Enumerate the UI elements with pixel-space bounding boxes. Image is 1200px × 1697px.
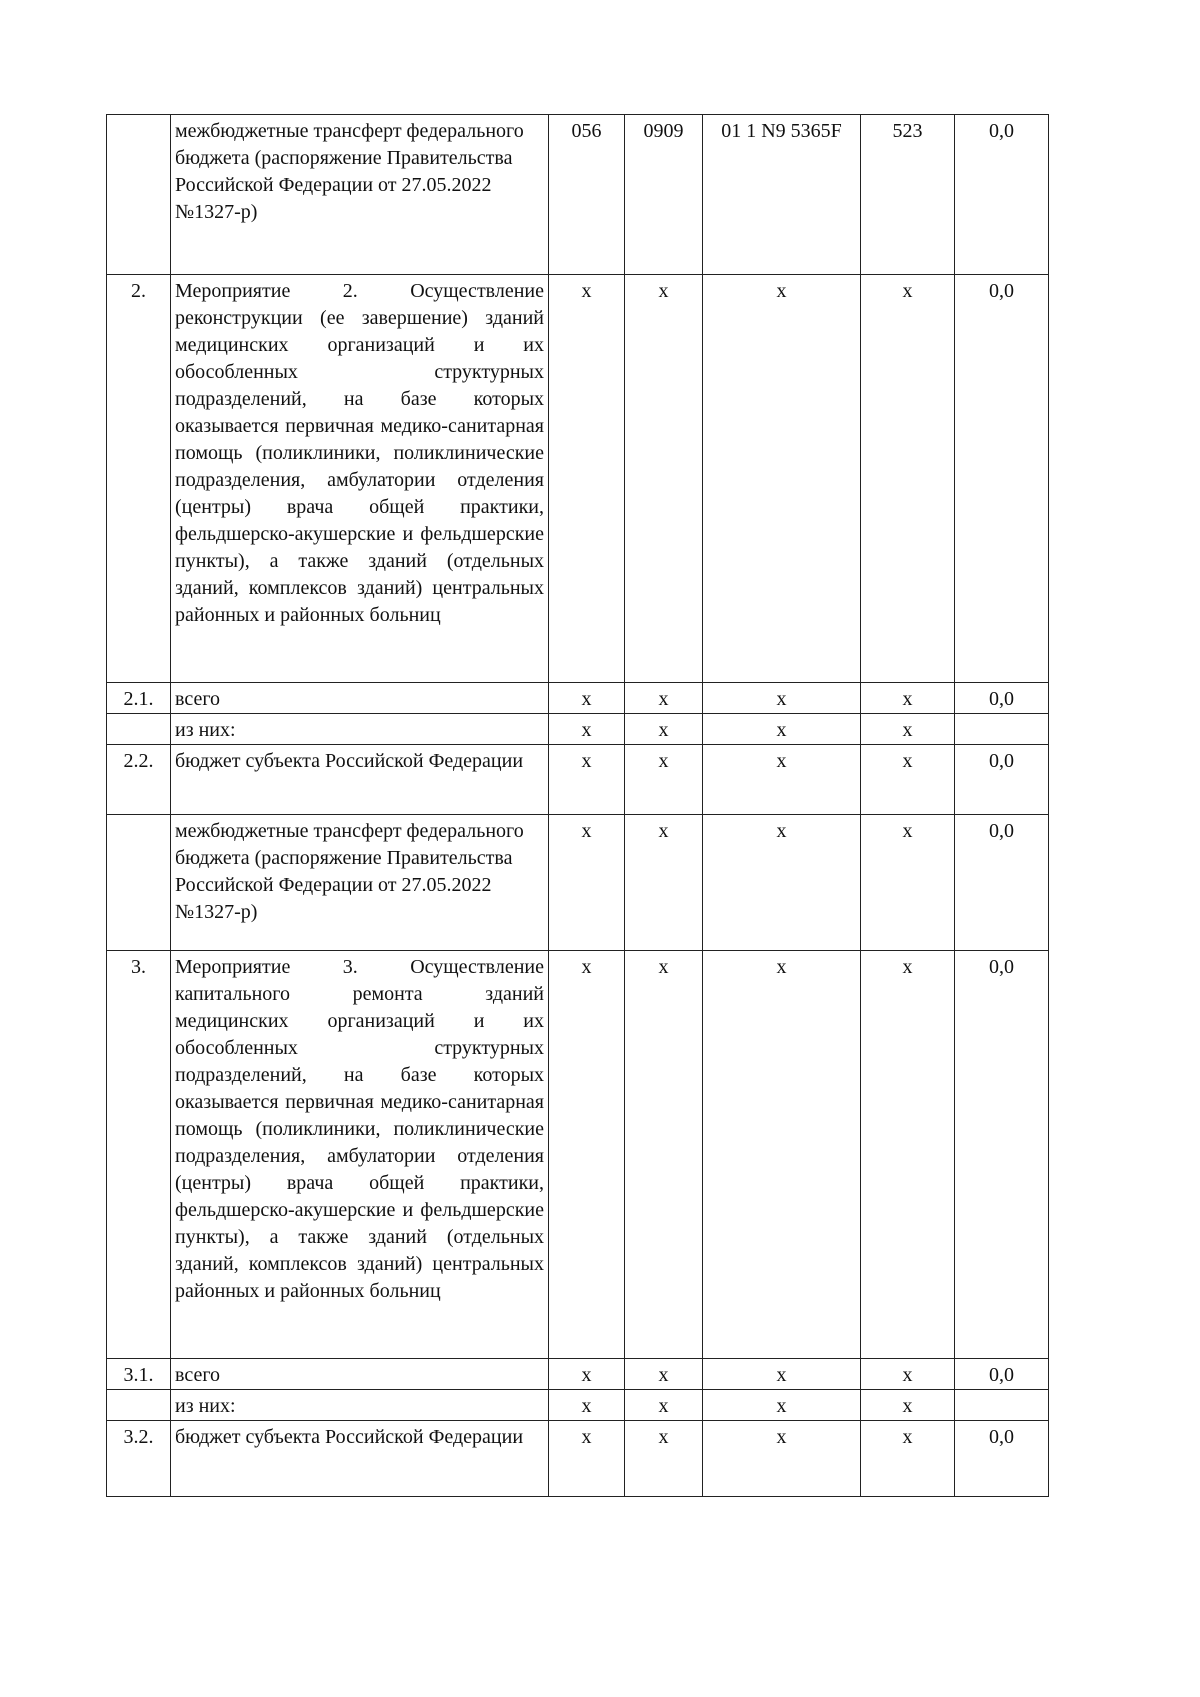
grbs-code: х [549, 815, 625, 951]
expense-type-code: х [861, 683, 955, 714]
table-row [107, 714, 1049, 745]
expense-type-code: х [861, 1359, 955, 1390]
row-description: межбюджетные трансферт федерального бюджета (распоряжение Правительства Российской Федерации от 27.05.2022 №1327-р) [171, 115, 549, 275]
grbs-code: х [549, 275, 625, 683]
amount-value: 0,0 [955, 951, 1049, 1359]
section-code: х [625, 683, 703, 714]
row-number [107, 714, 171, 745]
section-code: х [625, 815, 703, 951]
target-article-code: х [703, 1359, 861, 1390]
section-code: 0909 [625, 115, 703, 275]
target-article-code: х [703, 951, 861, 1359]
row-number: 2. [107, 275, 171, 683]
table-row [107, 815, 1049, 951]
target-article-code: х [703, 815, 861, 951]
expense-type-code: х [861, 275, 955, 683]
expense-type-code: х [861, 1421, 955, 1497]
target-article-code: х [703, 1421, 861, 1497]
amount-value [955, 1390, 1049, 1421]
row-number [107, 815, 171, 951]
table-row [107, 683, 1049, 714]
budget-table [106, 114, 1049, 1497]
row-description: межбюджетные трансферт федерального бюджета (распоряжение Правительства Российской Федерации от 27.05.2022 №1327-р) [171, 815, 549, 951]
row-number [107, 115, 171, 275]
grbs-code: х [549, 745, 625, 815]
table-row [107, 1359, 1049, 1390]
amount-value: 0,0 [955, 683, 1049, 714]
table-row [107, 951, 1049, 1359]
expense-type-code: х [861, 714, 955, 745]
row-number: 2.2. [107, 745, 171, 815]
grbs-code: х [549, 1359, 625, 1390]
target-article-code: х [703, 275, 861, 683]
grbs-code: х [549, 714, 625, 745]
target-article-code: х [703, 745, 861, 815]
row-number: 3.1. [107, 1359, 171, 1390]
section-code: х [625, 714, 703, 745]
section-code: х [625, 1421, 703, 1497]
table-row [107, 275, 1049, 683]
section-code: х [625, 275, 703, 683]
row-description: всего [171, 683, 549, 714]
row-description: бюджет субъекта Российской Федерации [171, 745, 549, 815]
expense-type-code: х [861, 951, 955, 1359]
section-code: х [625, 951, 703, 1359]
table-row [107, 115, 1049, 275]
expense-type-code: х [861, 1390, 955, 1421]
expense-type-code: 523 [861, 115, 955, 275]
target-article-code: х [703, 683, 861, 714]
table-row [107, 1421, 1049, 1497]
row-number: 2.1. [107, 683, 171, 714]
grbs-code: х [549, 1421, 625, 1497]
expense-type-code: х [861, 745, 955, 815]
row-description: Мероприятие 3. Осуществление капитального ремонта зданий медицинских организаций и их обособленных структурных подразделений, на базе которых оказывается первичная медико-санитарная помощь (поликлиники, поликлинические подразделения, амбулатории отделения (центры) врача общей практики, фельдшерско-акушерские и фельдшерские пункты), а также зданий (отдельных зданий, комплексов зданий) центральных районных и районных больниц [171, 951, 549, 1359]
amount-value: 0,0 [955, 1359, 1049, 1390]
row-number: 3.2. [107, 1421, 171, 1497]
amount-value: 0,0 [955, 275, 1049, 683]
grbs-code: 056 [549, 115, 625, 275]
document-page [106, 114, 1048, 1497]
amount-value [955, 714, 1049, 745]
row-number: 3. [107, 951, 171, 1359]
section-code: х [625, 1390, 703, 1421]
row-number [107, 1390, 171, 1421]
table-row [107, 745, 1049, 815]
grbs-code: х [549, 1390, 625, 1421]
row-description: всего [171, 1359, 549, 1390]
amount-value: 0,0 [955, 115, 1049, 275]
section-code: х [625, 1359, 703, 1390]
grbs-code: х [549, 951, 625, 1359]
target-article-code: х [703, 714, 861, 745]
amount-value: 0,0 [955, 1421, 1049, 1497]
row-description: бюджет субъекта Российской Федерации [171, 1421, 549, 1497]
table-row [107, 1390, 1049, 1421]
target-article-code: 01 1 N9 5365F [703, 115, 861, 275]
row-description: Мероприятие 2. Осуществление реконструкции (ее завершение) зданий медицинских организаций и их обособленных структурных подразделений, на базе которых оказывается первичная медико-санитарная помощь (поликлиники, поликлинические подразделения, амбулатории отделения (центры) врача общей практики, фельдшерско-акушерские и фельдшерские пункты), а также зданий (отдельных зданий, комплексов зданий) центральных районных и районных больниц [171, 275, 549, 683]
row-description: из них: [171, 1390, 549, 1421]
amount-value: 0,0 [955, 745, 1049, 815]
target-article-code: х [703, 1390, 861, 1421]
grbs-code: х [549, 683, 625, 714]
section-code: х [625, 745, 703, 815]
amount-value: 0,0 [955, 815, 1049, 951]
expense-type-code: х [861, 815, 955, 951]
row-description: из них: [171, 714, 549, 745]
